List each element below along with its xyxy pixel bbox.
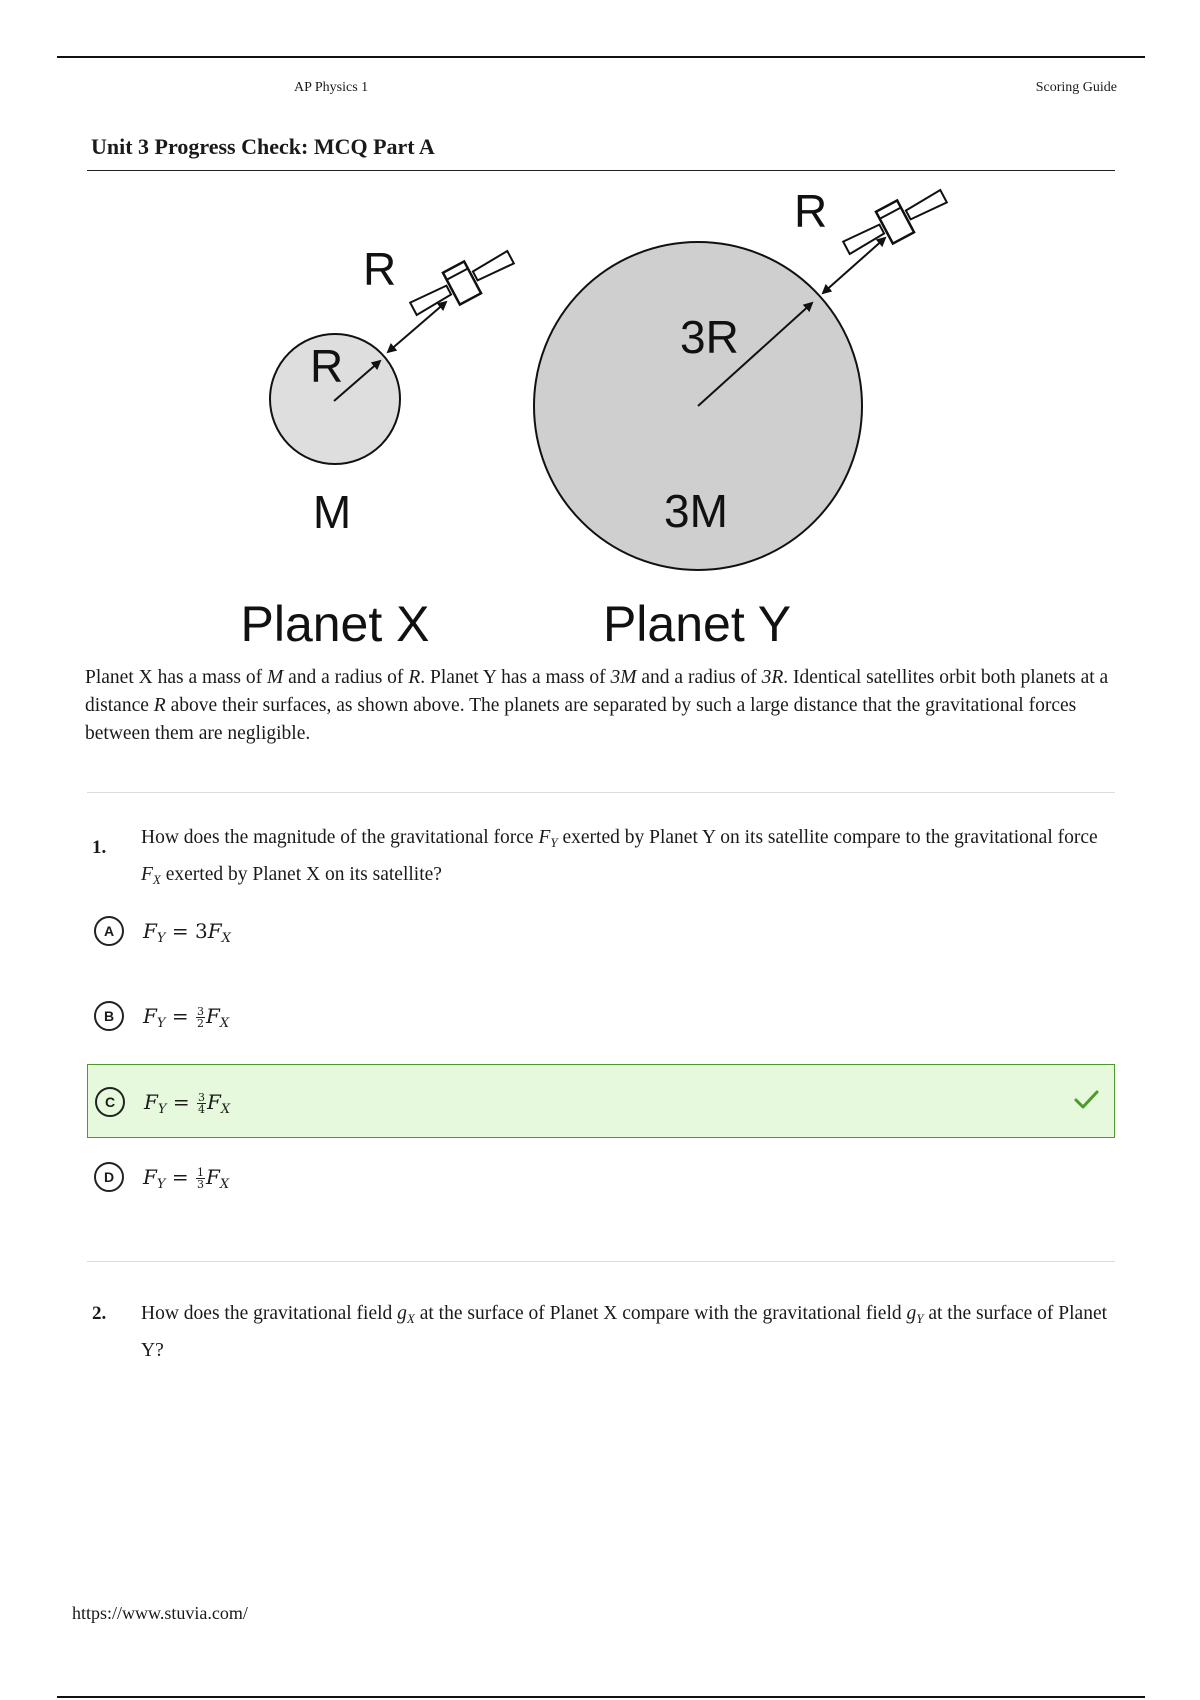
separator: [87, 1261, 1115, 1262]
satellite-y: [838, 180, 952, 263]
planet-x-mass-label: M: [312, 486, 352, 538]
question-stem: Planet X has a mass of M and a radius of R. Planet Y has a mass of 3M and a radius of 3R. Identical satellites orbit both planets at a distance R above their surfaces, as shown above. The planets are separated by such a large distance that the gravitational forces between them are negligible.: [85, 667, 1109, 744]
question-1-text: How does the magnitude of the gravitational force $F_Y$ exerted by Planet Y on its satellite compare to the gravitational force $F_X$ exerted by Planet X on its satellite?: [141, 827, 1098, 887]
fraction: $\frac{1}{3}$: [196, 1166, 204, 1191]
fraction: $\frac{3}{4}$: [197, 1091, 205, 1116]
course-name: AP Physics 1: [294, 80, 369, 95]
option-letter-badge[interactable]: A: [94, 916, 124, 946]
satellite-x: [405, 241, 519, 324]
page-title: Unit 3 Progress Check: MCQ Part A: [91, 134, 435, 159]
option-expression: $F_Y$ = $\frac{1}{3}$ $F_X$: [143, 1165, 230, 1192]
guide-label: Scoring Guide: [1035, 80, 1117, 95]
planet-y-orbit-label: R: [794, 185, 828, 237]
footer-url[interactable]: https://www.stuvia.com/: [72, 1603, 248, 1623]
answer-option-d[interactable]: [87, 1140, 1115, 1214]
top-rule: [57, 56, 1145, 58]
planet-y-mass-label: 3M: [664, 485, 728, 537]
planet-x-orbit-label: R: [363, 243, 397, 295]
option-letter-badge[interactable]: B: [94, 1001, 124, 1031]
bottom-rule: [57, 1696, 1145, 1698]
question-1-number: 1.: [92, 837, 107, 858]
title-rule: [87, 170, 1115, 171]
question-2-number: 2.: [92, 1303, 107, 1324]
planet-x-radius-label: R: [310, 340, 344, 392]
planets-figure: [0, 180, 1200, 660]
answer-option-c[interactable]: [87, 1064, 1115, 1138]
fraction: $\frac{3}{2}$: [196, 1005, 204, 1030]
option-expression: $F_Y$ = $\frac{3}{2}$ $F_X$: [143, 1004, 230, 1031]
checkmark-icon: [1070, 1083, 1102, 1115]
option-letter-badge[interactable]: D: [94, 1162, 124, 1192]
answer-option-b[interactable]: [87, 979, 1115, 1053]
separator: [87, 792, 1115, 793]
option-letter-badge[interactable]: C: [95, 1087, 125, 1117]
planet-y-name: Planet Y: [602, 596, 792, 652]
question-2-text: How does the gravitational field $g_X$ at the surface of Planet X compare with the gravitational field $g_Y$ at the surface of Planet Y?: [141, 1303, 1108, 1361]
option-expression: $F_Y = 3F_X$: [143, 919, 231, 946]
option-expression: $F_Y$ = $\frac{3}{4}$ $F_X$: [144, 1090, 231, 1117]
planet-y-radius-label: 3R: [680, 311, 739, 363]
planet-x-name: Planet X: [240, 596, 430, 652]
answer-option-a[interactable]: [87, 894, 1115, 968]
